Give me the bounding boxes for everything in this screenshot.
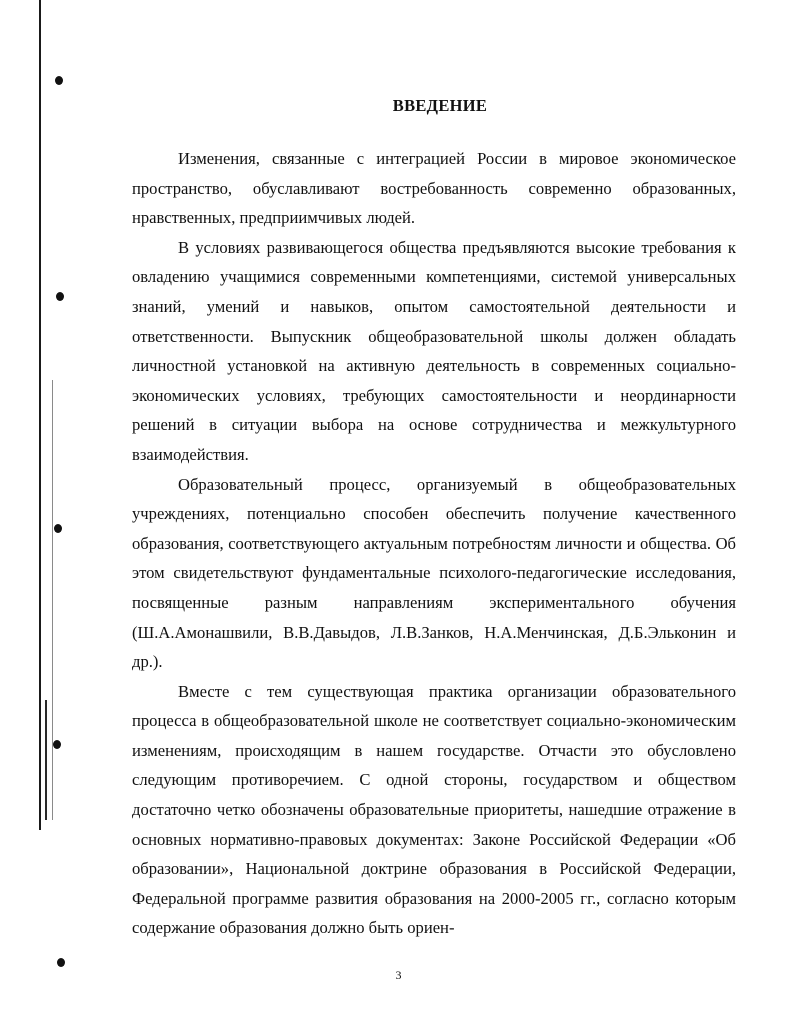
punch-hole-mark [53,740,61,749]
paragraph-4: Вместе с тем существующая практика организации образовательного процесса в общеобразовательной школе не соответствует социально-экономическим изменениям, происходящим в нашем государстве. Отчасти это обусловлено следующим противоречием. С одной стороны, государством и обществом достаточно четко обозначены образовательные приоритеты, нашедшие отражение в основных нормативно-правовых документах: Законе Российской Федерации «Об образовании», Национальной доктрине образования в Российской Федерации, Федеральной программе развития образования на 2000-2005 гг., согласно которым содержание образования должно быть ориен- [132,681,736,938]
document-page [132,96,736,943]
punch-hole-mark [54,524,62,533]
paragraph-3: Образовательный процесс, организуемый в общеобразовательных учреждениях, потенциально способен обеспечить получение качественного образования, соответствующего актуальным потребностям личности и общества. Об этом свидетельствуют фундаментальные психолого-педагогические исследования, посвященные разным направлениям экспериментального обучения (Ш.А.Амонашвили, В.В.Давыдов, Л.В.Занков, Н.А.Менчинская, Д.Б.Эльконин и др.). [132,474,736,672]
paragraph-1: Изменения, связанные с интеграцией России в мировое экономическое пространство, обуславливают востребованность современно образованных, нравственных, предприимчивых людей. [132,149,736,228]
paragraph-2: В условиях развивающегося общества предъявляются высокие требования к овладению учащимися современными компетенциями, системой универсальных знаний, умений и навыков, опытом самостоятельной деятельности и ответственности. Выпускник общеобразовательной школы должен обладать личностной установкой на активную деятельность в современных социально-экономических условиях, требующих самостоятельности и неординарности решений в ситуации выбора на основе сотрудничества и межкультурного взаимодействия. [132,237,736,464]
page-number: 3 [395,968,402,982]
document-title: ВВЕДЕНИЕ [392,96,488,115]
punch-hole-mark [55,76,63,85]
binding-edge-line [39,0,41,830]
binding-edge-shadow [52,380,53,820]
binding-edge-line-lower [45,700,47,820]
punch-hole-mark [57,958,65,967]
punch-hole-mark [56,292,64,301]
